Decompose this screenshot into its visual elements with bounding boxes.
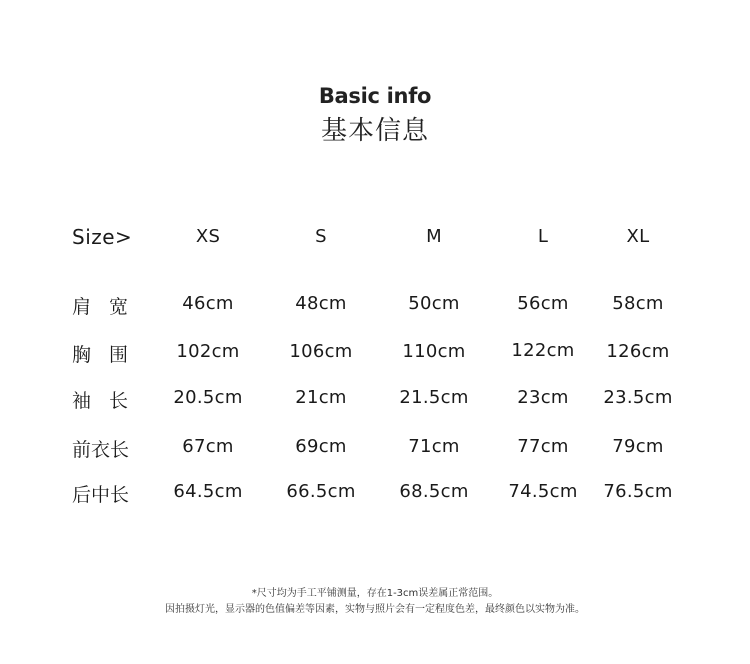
table-cell: 122cm	[511, 340, 575, 361]
page-title-cn: 基本信息	[320, 116, 429, 146]
size-header-label: Size>	[72, 225, 133, 249]
row-label-chest: 胸 围	[72, 344, 135, 366]
row-label-shoulder: 肩 宽	[72, 296, 135, 318]
row-label-back-length: 后中长	[72, 484, 130, 506]
table-cell: 110cm	[402, 341, 466, 362]
table-cell: 69cm	[295, 436, 347, 457]
table-cell: 64.5cm	[173, 481, 243, 502]
size-header-m: M	[426, 226, 442, 247]
page-title-en: Basic info	[318, 84, 432, 108]
table-cell: 106cm	[289, 341, 353, 362]
table-cell: 21cm	[295, 387, 347, 408]
color-disclaimer-note: 因拍摄灯光，显示器的色值偏差等因素，实物与照片会有一定程度色差，最终颜色以实物为准。	[165, 604, 585, 615]
row-label-front-length: 前衣长	[72, 439, 130, 461]
table-cell: 76.5cm	[603, 481, 673, 502]
table-cell: 46cm	[182, 293, 234, 314]
table-cell: 71cm	[408, 436, 460, 457]
table-cell: 74.5cm	[508, 481, 578, 502]
table-cell: 23cm	[517, 387, 569, 408]
table-cell: 126cm	[606, 341, 670, 362]
table-cell: 77cm	[517, 436, 569, 457]
table-cell: 50cm	[408, 293, 460, 314]
size-header-l: L	[537, 226, 549, 247]
size-header-xl: XL	[626, 226, 650, 247]
table-cell: 67cm	[182, 436, 234, 457]
table-cell: 48cm	[295, 293, 347, 314]
row-label-sleeve: 袖 长	[72, 390, 135, 412]
table-cell: 102cm	[176, 341, 240, 362]
table-cell: 68.5cm	[399, 481, 469, 502]
measurement-note: *尺寸均为手工平铺测量，存在1-3cm误差属正常范围。	[251, 588, 499, 599]
size-header-s: S	[315, 226, 327, 247]
size-header-xs: XS	[195, 226, 221, 247]
table-cell: 79cm	[612, 436, 664, 457]
table-cell: 23.5cm	[603, 387, 673, 408]
table-cell: 20.5cm	[173, 387, 243, 408]
table-cell: 66.5cm	[286, 481, 356, 502]
table-cell: 58cm	[612, 293, 664, 314]
table-cell: 21.5cm	[399, 387, 469, 408]
table-cell: 56cm	[517, 293, 569, 314]
